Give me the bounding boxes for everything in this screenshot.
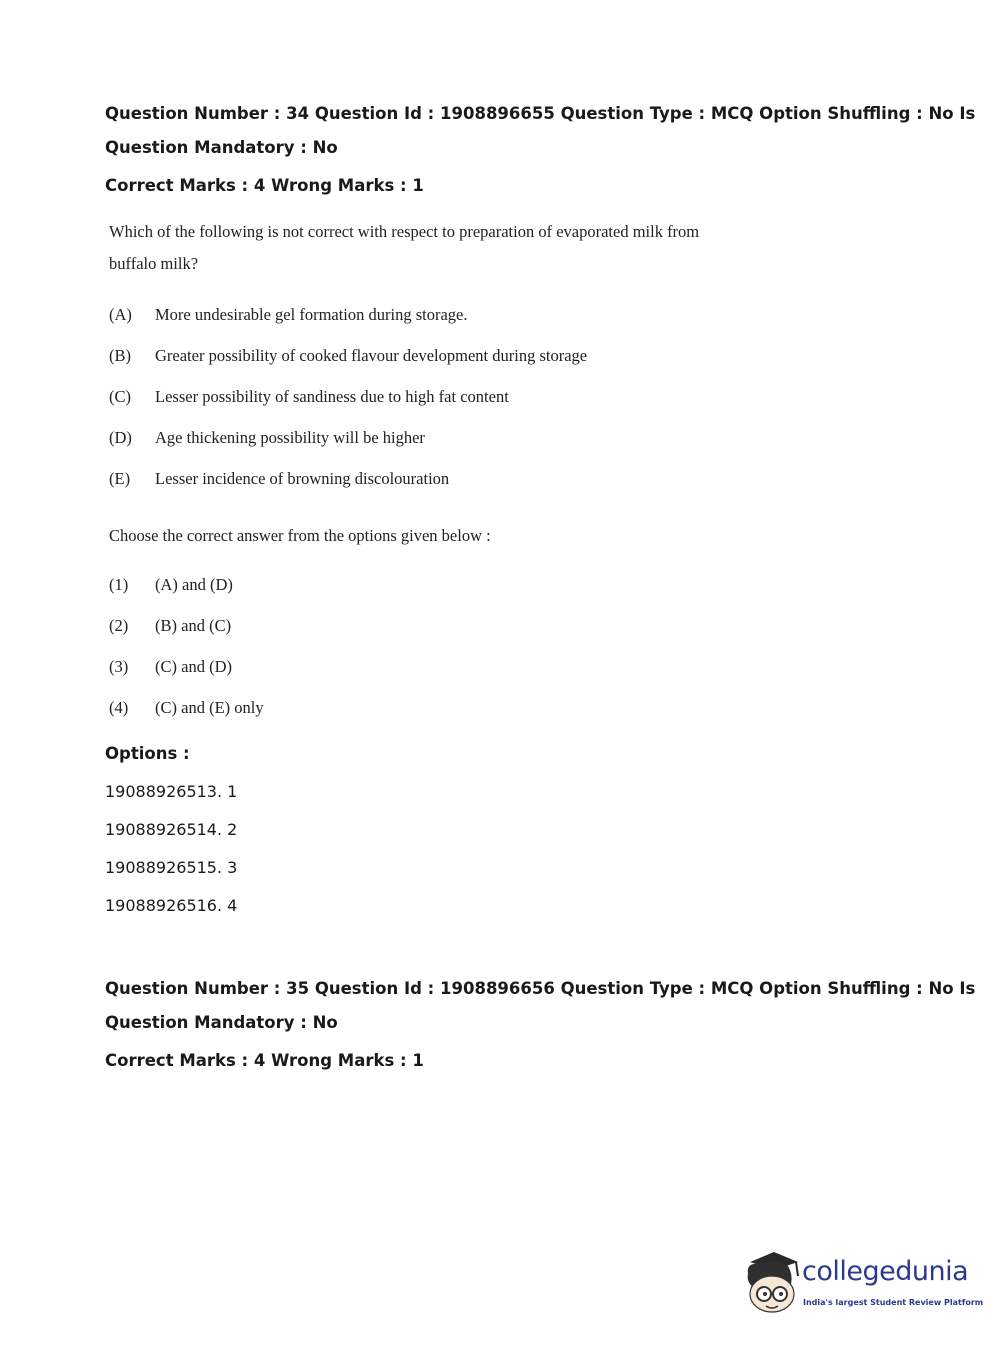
option-item: 19088926513. 1: [105, 782, 238, 801]
statement-text: Greater possibility of cooked flavour development during storage: [155, 346, 588, 365]
q34-options-heading: Options :: [105, 744, 190, 763]
q34-question-line2: buffalo milk?: [109, 254, 199, 273]
q34-marks: Correct Marks : 4 Wrong Marks : 1: [105, 176, 424, 195]
statement-label: (C): [109, 387, 131, 406]
option-item: 19088926514. 2: [105, 820, 238, 839]
answer-text: (C) and (E) only: [155, 698, 264, 717]
statement-text: Lesser possibility of sandiness due to high fat content: [155, 387, 509, 406]
collegedunia-logo: [740, 1248, 984, 1318]
q34-choose-text: Choose the correct answer from the options given below :: [109, 526, 491, 545]
statement-label: (E): [109, 469, 131, 488]
statement-text: More undesirable gel formation during storage.: [155, 305, 468, 324]
q34-question-line1: Which of the following is not correct with respect to preparation of evaporated milk from: [109, 222, 700, 241]
answer-text: (C) and (D): [155, 657, 232, 676]
logo-wordmark: collegedunia: [802, 1256, 969, 1287]
statement-label: (D): [109, 428, 132, 447]
option-item: 19088926515. 3: [105, 858, 238, 877]
answer-label: (4): [109, 698, 129, 717]
q34-header-line1: Question Number : 34 Question Id : 1908896655 Question Type : MCQ Option Shuffling : No Is: [105, 104, 976, 123]
answer-label: (1): [109, 575, 129, 594]
q35-header-line1: Question Number : 35 Question Id : 1908896656 Question Type : MCQ Option Shuffling : No Is: [105, 979, 976, 998]
answer-label: (3): [109, 657, 129, 676]
answer-label: (2): [109, 616, 129, 635]
option-item: 19088926516. 4: [105, 896, 238, 915]
answer-text: (A) and (D): [155, 575, 233, 594]
q35-marks: Correct Marks : 4 Wrong Marks : 1: [105, 1051, 424, 1070]
statement-label: (A): [109, 305, 132, 324]
logo-tagline: India's largest Student Review Platform: [803, 1298, 984, 1307]
statement-label: (B): [109, 346, 131, 365]
q34-header-line2: Question Mandatory : No: [105, 138, 338, 157]
answer-text: (B) and (C): [155, 616, 232, 635]
statement-text: Age thickening possibility will be higher: [155, 428, 425, 447]
q35-header-line2: Question Mandatory : No: [105, 1013, 338, 1032]
statement-text: Lesser incidence of browning discolouration: [155, 469, 450, 488]
mascot-icon: [740, 1248, 804, 1318]
